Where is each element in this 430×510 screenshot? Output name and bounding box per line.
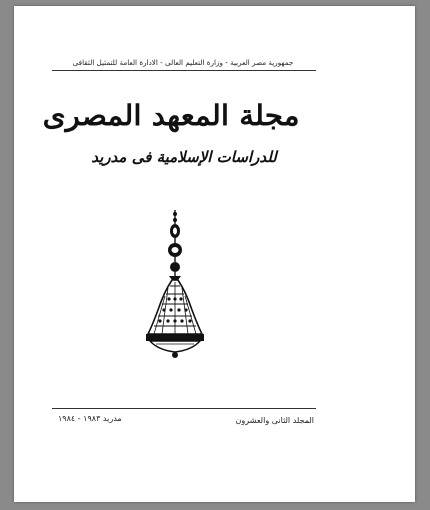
hanging-mosque-lamp-icon (142, 210, 208, 360)
header-divider (52, 70, 316, 71)
journal-title: مجلة المعهد المصرى (42, 99, 300, 132)
volume-label: المجلد الثانى والعشرون (235, 416, 314, 425)
document-page (14, 6, 415, 502)
footer-divider (52, 408, 316, 409)
journal-subtitle: للدراسات الإسلامية فى مدريد (91, 148, 277, 166)
publisher-header: جمهورية مصر العربية - وزارة التعليم العالى - الادارة العامة للتمثيل الثقافى (72, 58, 294, 67)
publication-date: مدريد ١٩٨٣ - ١٩٨٤ (58, 414, 122, 423)
